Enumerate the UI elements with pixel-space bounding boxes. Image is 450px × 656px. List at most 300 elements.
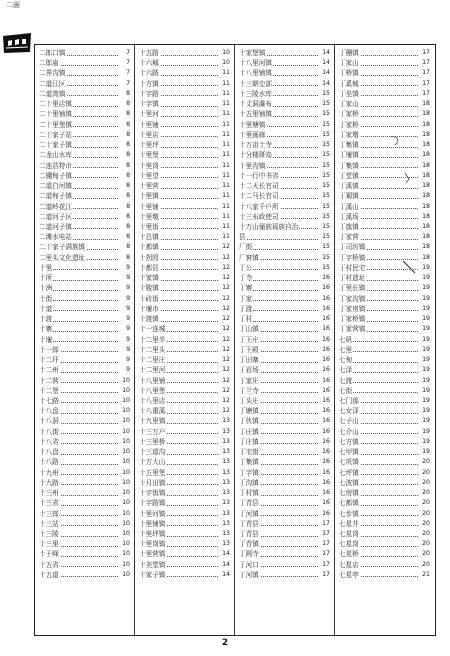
entry-name: 二道河子区 bbox=[39, 212, 72, 221]
entry-name: 二滩水电站 bbox=[39, 233, 72, 242]
entry-page-number: 12 bbox=[221, 324, 230, 334]
entry-page-number: 18 bbox=[421, 253, 430, 263]
entry-page-number: 18 bbox=[421, 171, 430, 181]
entry-page-number: 9 bbox=[125, 273, 130, 283]
entry-page-number: 12 bbox=[221, 294, 230, 304]
entry-name: 十二马长官司 bbox=[239, 192, 279, 201]
entry-name: 七星桥 bbox=[339, 550, 359, 559]
publisher-logo-stamp bbox=[2, 32, 32, 54]
entry-name: 丁渡 bbox=[239, 304, 253, 313]
index-entry bbox=[36, 529, 132, 539]
entry-page-number: 18 bbox=[421, 120, 430, 130]
entry-name: 丁宅街 bbox=[239, 448, 259, 457]
entry-name: 七里 bbox=[339, 345, 353, 354]
entry-name: 丁堰镇 bbox=[339, 151, 359, 160]
index-entry bbox=[236, 396, 332, 406]
entry-name: 十字街镇 bbox=[139, 489, 166, 498]
entry-page-number: 9 bbox=[125, 324, 130, 334]
entry-name: 二十家子站 bbox=[39, 130, 72, 139]
entry-page-number: 11 bbox=[221, 99, 230, 109]
entry-page-number: 10 bbox=[121, 468, 130, 478]
index-entry bbox=[336, 396, 432, 406]
entry-page-number: 8 bbox=[125, 120, 130, 130]
index-entry bbox=[136, 406, 232, 416]
index-entry bbox=[336, 570, 432, 580]
entry-name: 十万大山 bbox=[139, 458, 166, 467]
entry-page-number: 11 bbox=[221, 171, 230, 181]
index-entry bbox=[236, 314, 332, 324]
entry-name: 十三万户 bbox=[139, 427, 166, 436]
entry-page-number: 13 bbox=[221, 488, 230, 498]
index-entry bbox=[136, 447, 232, 457]
index-entry bbox=[236, 468, 332, 478]
index-entry bbox=[236, 263, 332, 273]
entry-name: 十里坪镇 bbox=[139, 530, 166, 539]
entry-name: 十字路镇 bbox=[139, 499, 166, 508]
index-entry bbox=[236, 529, 332, 539]
index-entry bbox=[236, 294, 332, 304]
entry-name: 十总镇 bbox=[139, 233, 159, 242]
index-entry bbox=[36, 79, 132, 89]
index-entry bbox=[36, 437, 132, 447]
entry-name: 十三站 bbox=[39, 519, 59, 528]
index-entry bbox=[136, 560, 232, 570]
entry-name: 七都镇 bbox=[339, 499, 359, 508]
entry-page-number: 17 bbox=[321, 539, 330, 549]
entry-page-number: 19 bbox=[421, 437, 430, 447]
entry-page-number: 20 bbox=[421, 509, 430, 519]
entry-page-number: 11 bbox=[221, 222, 230, 232]
index-entry bbox=[36, 99, 132, 109]
entry-name: 七子山 bbox=[339, 417, 359, 426]
entry-name: 七星岗 bbox=[339, 530, 359, 539]
entry-page-number: 10 bbox=[121, 529, 130, 539]
entry-page-number: 16 bbox=[321, 273, 330, 283]
page-number: 2 bbox=[221, 638, 229, 648]
entry-name: 厂街 bbox=[239, 243, 253, 252]
entry-page-number: 14 bbox=[221, 560, 230, 570]
entry-name: 十里铺镇 bbox=[139, 519, 166, 528]
entry-name: 十二州 bbox=[39, 366, 59, 375]
entry-name: 丁村镇 bbox=[239, 489, 259, 498]
index-entry bbox=[336, 447, 432, 457]
entry-name: 十里望 bbox=[139, 171, 159, 180]
entry-page-number: 16 bbox=[321, 478, 330, 488]
entry-page-number: 15 bbox=[321, 181, 330, 191]
entry-page-number: 10 bbox=[121, 478, 130, 488]
entry-page-number: 9 bbox=[125, 294, 130, 304]
entry-name: 丁坐镇 bbox=[339, 89, 359, 98]
entry-page-number: 14 bbox=[321, 79, 330, 89]
entry-name: 丁家沟镇 bbox=[339, 294, 366, 303]
index-entry bbox=[36, 355, 132, 365]
entry-name: 十里坪 bbox=[139, 141, 159, 150]
entry-name: 丁家山 bbox=[339, 59, 359, 68]
index-entry bbox=[136, 437, 232, 447]
index-entry bbox=[36, 294, 132, 304]
entry-page-number: 20 bbox=[421, 549, 430, 559]
index-entry bbox=[236, 560, 332, 570]
index-entry bbox=[236, 212, 332, 222]
index-entry bbox=[36, 416, 132, 426]
entry-name: 十五里堡 bbox=[139, 468, 166, 477]
entry-name: 十砖街 bbox=[139, 294, 159, 303]
index-entry bbox=[336, 386, 432, 396]
entry-name: 十街 bbox=[39, 294, 53, 303]
index-entry bbox=[236, 89, 332, 99]
entry-name: 丁家桥 bbox=[339, 110, 359, 119]
index-entry bbox=[36, 478, 132, 488]
entry-page-number: 12 bbox=[221, 242, 230, 252]
entry-name: 丁家庄 bbox=[239, 376, 259, 385]
entry-name: 十里岗 bbox=[139, 161, 159, 170]
entry-page-number: 13 bbox=[221, 478, 230, 488]
entry-page-number: 10 bbox=[121, 488, 130, 498]
entry-name: 二十里堡镇 bbox=[39, 120, 72, 129]
index-entry bbox=[36, 304, 132, 314]
entry-page-number: 17 bbox=[421, 89, 430, 99]
index-entry bbox=[36, 386, 132, 396]
entry-name: 十所 bbox=[39, 274, 53, 283]
entry-page-number: 15 bbox=[321, 140, 330, 150]
entry-page-number: 20 bbox=[421, 457, 430, 467]
entry-name: 十寨 bbox=[39, 325, 53, 334]
entry-name: 十九州 bbox=[39, 468, 59, 477]
entry-name: 丁家营镇 bbox=[339, 325, 366, 334]
entry-name: 十里河 bbox=[139, 110, 159, 119]
index-entry bbox=[36, 171, 132, 181]
index-entry bbox=[236, 120, 332, 130]
entry-page-number: 18 bbox=[421, 191, 430, 201]
section-label: 二画 bbox=[6, 1, 20, 9]
entry-page-number: 15 bbox=[321, 253, 330, 263]
index-entry bbox=[236, 48, 332, 58]
entry-name: 十里营 bbox=[139, 182, 159, 191]
entry-name: 十里镇 bbox=[139, 192, 159, 201]
entry-name: 十二圩 bbox=[39, 356, 59, 365]
entry-name: 十八里店 bbox=[139, 396, 166, 405]
index-entry bbox=[36, 68, 132, 78]
index-column-3 bbox=[236, 48, 332, 634]
index-entry bbox=[136, 120, 232, 130]
entry-page-number: 16 bbox=[321, 386, 330, 396]
entry-name: 丁山镇 bbox=[239, 325, 259, 334]
entry-page-number: 16 bbox=[321, 314, 330, 324]
entry-page-number: 16 bbox=[321, 447, 330, 457]
entry-name: 丁村 bbox=[239, 315, 253, 324]
entry-page-number: 10 bbox=[121, 427, 130, 437]
index-entry bbox=[236, 539, 332, 549]
entry-name: 七泽 bbox=[339, 366, 353, 375]
entry-name: 十里堡 bbox=[139, 151, 159, 160]
entry-page-number: 9 bbox=[125, 365, 130, 375]
entry-name: 十三朝史部 bbox=[239, 79, 272, 88]
index-entry bbox=[36, 150, 132, 160]
entry-name: 七甸 bbox=[339, 356, 353, 365]
entry-name: 七街 bbox=[339, 386, 353, 395]
index-entry bbox=[336, 79, 432, 89]
entry-name: 十一行中书省 bbox=[239, 171, 279, 180]
index-entry bbox=[236, 457, 332, 467]
index-entry bbox=[136, 519, 232, 529]
entry-page-number: 8 bbox=[125, 140, 130, 150]
entry-name: 七星井 bbox=[339, 519, 359, 528]
entry-name: 十三陵水库 bbox=[239, 89, 272, 98]
index-entry bbox=[236, 140, 332, 150]
index-entry bbox=[36, 324, 132, 334]
index-entry bbox=[136, 212, 232, 222]
entry-name: 十渡镇 bbox=[139, 315, 159, 324]
entry-page-number: 15 bbox=[321, 191, 330, 201]
index-entry bbox=[36, 560, 132, 570]
entry-page-number: 19 bbox=[421, 304, 430, 314]
entry-name: 二十里铺镇 bbox=[39, 110, 72, 119]
index-entry bbox=[36, 498, 132, 508]
index-entry bbox=[36, 232, 132, 242]
entry-page-number: 10 bbox=[121, 570, 130, 580]
entry-name: 十都县 bbox=[139, 263, 159, 272]
entry-name: 丁集镇 bbox=[339, 141, 359, 150]
index-entry bbox=[336, 498, 432, 508]
entry-page-number: 10 bbox=[121, 539, 130, 549]
entry-page-number: 11 bbox=[221, 161, 230, 171]
entry-page-number: 8 bbox=[125, 89, 130, 99]
entry-name: 丁王殿 bbox=[239, 345, 259, 354]
entry-page-number: 8 bbox=[125, 109, 130, 119]
index-entry bbox=[36, 468, 132, 478]
entry-page-number: 12 bbox=[221, 365, 230, 375]
entry-page-number: 12 bbox=[221, 406, 230, 416]
entry-name: 十里铺 bbox=[139, 120, 159, 129]
index-entry bbox=[336, 468, 432, 478]
entry-page-number: 13 bbox=[221, 529, 230, 539]
entry-page-number: 17 bbox=[321, 529, 330, 539]
index-entry bbox=[136, 345, 232, 355]
entry-name: 十八路 bbox=[39, 458, 59, 467]
index-column-1 bbox=[36, 48, 132, 634]
entry-name: 十渡 bbox=[39, 315, 53, 324]
entry-page-number: 11 bbox=[221, 150, 230, 160]
entry-name: 十二里头 bbox=[139, 345, 166, 354]
entry-name: 十堰市 bbox=[139, 304, 159, 313]
entry-page-number: 12 bbox=[221, 335, 230, 345]
index-entry bbox=[36, 549, 132, 559]
entry-name: 丁村遗址 bbox=[339, 274, 366, 283]
index-entry bbox=[36, 253, 132, 263]
entry-name: 十二里半 bbox=[139, 335, 166, 344]
index-entry bbox=[36, 202, 132, 212]
entry-name: 十八家千户所 bbox=[239, 202, 279, 211]
entry-page-number: 15 bbox=[321, 99, 330, 109]
index-entry bbox=[336, 324, 432, 334]
index-entry bbox=[236, 181, 332, 191]
index-entry bbox=[236, 202, 332, 212]
entry-page-number: 18 bbox=[421, 130, 430, 140]
entry-page-number: 19 bbox=[421, 396, 430, 406]
entry-name: 二道湾镇 bbox=[39, 89, 66, 98]
column-divider bbox=[234, 45, 235, 635]
entry-name: 丁溪山 bbox=[339, 202, 359, 211]
index-entry bbox=[136, 376, 232, 386]
entry-page-number: 7 bbox=[125, 48, 130, 58]
entry-page-number: 14 bbox=[221, 570, 230, 580]
entry-page-number: 11 bbox=[221, 191, 230, 201]
index-entry bbox=[236, 570, 332, 580]
index-entry bbox=[236, 447, 332, 457]
index-entry bbox=[336, 283, 432, 293]
entry-page-number: 15 bbox=[321, 109, 330, 119]
index-entry bbox=[236, 283, 332, 293]
entry-page-number: 9 bbox=[125, 314, 130, 324]
index-entry bbox=[136, 304, 232, 314]
entry-page-number: 17 bbox=[321, 560, 330, 570]
index-entry bbox=[236, 386, 332, 396]
index-entry bbox=[236, 509, 332, 519]
entry-name: 丁家营 bbox=[339, 233, 359, 242]
entry-name: 十一连城 bbox=[139, 325, 166, 334]
entry-page-number: 8 bbox=[125, 150, 130, 160]
entry-page-number: 14 bbox=[321, 68, 330, 78]
entry-name: 十九里镇 bbox=[139, 417, 166, 426]
entry-name: 十八盘 bbox=[39, 407, 59, 416]
entry-page-number: 15 bbox=[321, 171, 330, 181]
entry-name: 十二营 bbox=[39, 376, 59, 385]
index-entry bbox=[336, 304, 432, 314]
entry-name: 丁塘镇 bbox=[239, 407, 259, 416]
entry-page-number: 19 bbox=[421, 335, 430, 345]
index-entry bbox=[236, 304, 332, 314]
entry-page-number: 14 bbox=[321, 58, 330, 68]
entry-page-number: 16 bbox=[321, 488, 330, 498]
entry-page-number: 11 bbox=[221, 89, 230, 99]
index-entry bbox=[36, 406, 132, 416]
entry-page-number: 17 bbox=[421, 79, 430, 89]
index-entry bbox=[36, 427, 132, 437]
entry-page-number: 18 bbox=[421, 202, 430, 212]
index-entry bbox=[236, 130, 332, 140]
entry-name: 十里塘镇 bbox=[239, 120, 266, 129]
entry-page-number: 19 bbox=[421, 386, 430, 396]
index-entry bbox=[136, 253, 232, 263]
entry-name: 十万亩土寺 bbox=[239, 141, 272, 150]
entry-name: 二十家子镇 bbox=[39, 141, 72, 150]
entry-name: 十七路 bbox=[39, 396, 59, 405]
entry-page-number: 12 bbox=[221, 314, 230, 324]
entry-page-number: 18 bbox=[421, 232, 430, 242]
entry-page-number: 9 bbox=[125, 304, 130, 314]
index-entry bbox=[136, 283, 232, 293]
entry-page-number: 20 bbox=[421, 468, 430, 478]
entry-name: 厂窖镇 bbox=[239, 253, 259, 262]
entry-name: 十三陵 bbox=[39, 530, 59, 539]
entry-page-number: 17 bbox=[421, 58, 430, 68]
entry-name: 丁王庄 bbox=[239, 335, 259, 344]
index-column-4 bbox=[336, 48, 432, 634]
index-entry bbox=[36, 191, 132, 201]
entry-page-number: 20 bbox=[421, 478, 430, 488]
entry-page-number: 15 bbox=[321, 202, 330, 212]
index-entry bbox=[36, 447, 132, 457]
entry-name: 十里 bbox=[39, 263, 53, 272]
index-entry bbox=[336, 406, 432, 416]
entry-name: 二十里店镇 bbox=[39, 100, 72, 109]
entry-page-number: 16 bbox=[321, 498, 330, 508]
entry-name: 丁桥镇 bbox=[339, 69, 359, 78]
index-entry bbox=[336, 109, 432, 119]
entry-page-number: 15 bbox=[321, 150, 330, 160]
entry-page-number: 13 bbox=[221, 457, 230, 467]
entry-name: 十里沟镇 bbox=[239, 161, 266, 170]
entry-name: 丁字镇 bbox=[239, 468, 259, 477]
entry-page-number: 16 bbox=[321, 406, 330, 416]
entry-page-number: 19 bbox=[421, 314, 430, 324]
entry-page-number: 12 bbox=[221, 396, 230, 406]
entry-page-number: 15 bbox=[321, 89, 330, 99]
index-entry bbox=[236, 150, 332, 160]
entry-name: 二郎口镇 bbox=[39, 49, 66, 57]
entry-name: 十万山僮族瑶族自治 bbox=[239, 222, 299, 231]
entry-name: 十方镇 bbox=[139, 79, 159, 88]
index-entry bbox=[236, 171, 332, 181]
entry-name: 丁寨 bbox=[239, 284, 253, 293]
entry-name: 丁家房镇 bbox=[339, 304, 366, 313]
index-entry bbox=[136, 89, 232, 99]
entry-page-number: 19 bbox=[421, 345, 430, 355]
index-entry bbox=[336, 365, 432, 375]
entry-page-number: 16 bbox=[321, 345, 330, 355]
entry-page-number: 10 bbox=[121, 519, 130, 529]
entry-name: 十三州 bbox=[39, 489, 59, 498]
index-entry bbox=[336, 68, 432, 78]
entry-name: 十八里铺 bbox=[139, 376, 166, 385]
entry-page-number: 10 bbox=[121, 416, 130, 426]
entry-name: 十里墩 bbox=[139, 212, 159, 221]
index-entry bbox=[336, 519, 432, 529]
index-entry bbox=[36, 212, 132, 222]
entry-page-number: 10 bbox=[121, 406, 130, 416]
entry-name: 二十家子满族镇 bbox=[39, 243, 86, 252]
entry-page-number: 16 bbox=[321, 427, 330, 437]
entry-name: 七坪镇 bbox=[339, 468, 359, 477]
index-entry bbox=[236, 549, 332, 559]
entry-page-number: 10 bbox=[121, 437, 130, 447]
entry-name: 七矾 bbox=[339, 335, 353, 344]
entry-page-number: 12 bbox=[221, 263, 230, 273]
entry-name: 十丈洞瀑布 bbox=[239, 100, 272, 109]
entry-name: 丁家桥 bbox=[339, 120, 359, 129]
entry-name: 十九路 bbox=[39, 478, 59, 487]
entry-page-number: 8 bbox=[125, 99, 130, 109]
entry-name: 十里铺 bbox=[139, 202, 159, 211]
entry-name: 丁奚城 bbox=[339, 79, 359, 88]
entry-page-number: 8 bbox=[125, 191, 130, 201]
entry-page-number: 17 bbox=[321, 549, 330, 559]
entry-name: 十里营镇 bbox=[139, 550, 166, 559]
index-entry bbox=[336, 120, 432, 130]
entry-page-number: 10 bbox=[121, 560, 130, 570]
entry-name: 丁青县 bbox=[239, 530, 259, 539]
entry-page-number: 19 bbox=[421, 447, 430, 457]
entry-name: 十里店 bbox=[139, 130, 159, 139]
index-entry bbox=[36, 222, 132, 232]
entry-page-number: 15 bbox=[321, 130, 330, 140]
entry-page-number: 19 bbox=[421, 427, 430, 437]
index-entry bbox=[136, 488, 232, 498]
index-entry bbox=[336, 58, 432, 68]
entry-name: 十八重溪 bbox=[139, 407, 166, 416]
index-entry bbox=[136, 386, 232, 396]
entry-page-number: 7 bbox=[125, 58, 130, 68]
